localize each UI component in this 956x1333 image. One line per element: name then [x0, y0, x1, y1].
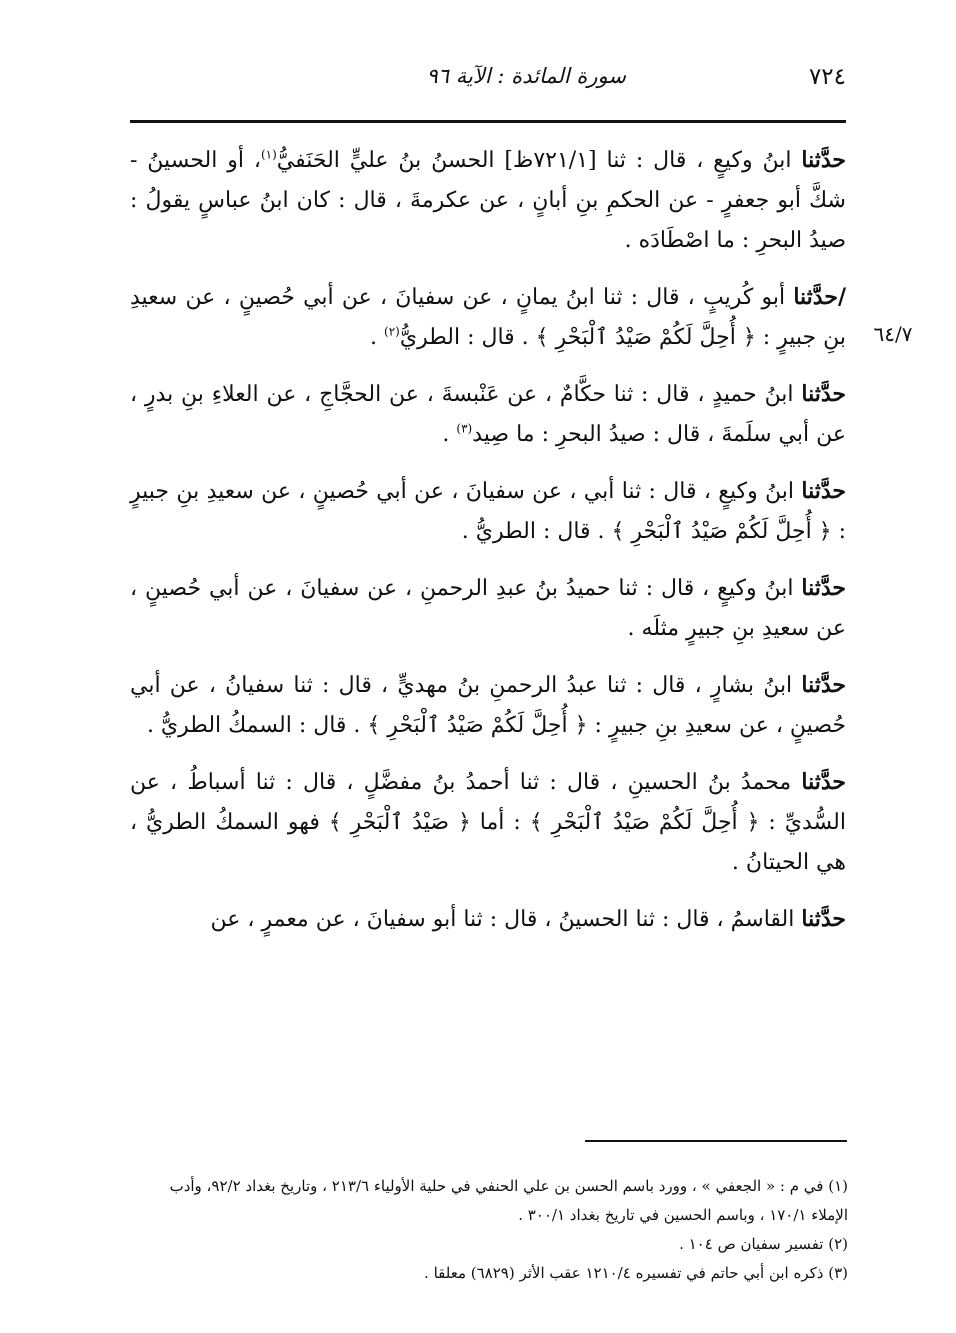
paragraph-text: ابنُ وكيعٍ ، قال : ثنا حميدُ بنُ عبدِ الرحمنِ ، عن سفيانَ ، عن أبي حُصينٍ ، عن سعيدِ بنِ جبيرٍ مثلَه .	[130, 576, 846, 641]
paragraph	[130, 665, 846, 746]
footnote-1: (١) في م : « الجعفي » ، وورد باسم الحسن بن علي الحنفي في حلية الأولياء ٢١٣/٦ ، وتاريخ بغداد ٩٢/٢، وأدب الإملاء ١٧٠/١ ، وباسم الحسين في تاريخ بغداد ٣٠٠/١ .	[169, 1177, 848, 1224]
paragraph	[130, 471, 846, 552]
paragraph-lead: حدَّثنا	[801, 769, 846, 795]
paragraph-lead: /حدَّثنا	[793, 284, 846, 310]
page-header	[130, 58, 846, 98]
paragraph-lead: حدَّثنا	[801, 478, 846, 504]
paragraph-tail: ، أو الحسينُ - شكَّ أبو جعفرٍ - عن الحكمِ بنِ أبانٍ ، عن عكرمةَ ، قال : كان ابنُ عباسٍ يقولُ : صيدُ البحرِ : ما اصْطَادَه .	[130, 148, 846, 253]
paragraph	[130, 899, 846, 940]
main-text	[130, 140, 846, 956]
footnotes	[130, 1172, 848, 1288]
paragraph-lead: حدَّثنا	[801, 147, 846, 173]
paragraph-lead: حدَّثنا	[801, 906, 846, 932]
footnote-marker: (٢)	[384, 324, 400, 339]
footnote-marker: (١)	[260, 147, 277, 162]
paragraph-tail: .	[442, 422, 457, 447]
paragraph	[130, 374, 846, 455]
paragraph-lead: حدَّثنا	[801, 672, 846, 698]
paragraph-text: محمدُ بنُ الحسينِ ، قال : ثنا أحمدُ بنُ مفضَّلٍ ، قال : ثنا أسباطُ ، عن السُّديِّ : ﴿ أُحِلَّ لَكُمْ صَيْدُ ٱلْبَحْرِ ﴾ : أما ﴿ صَيْدُ ٱلْبَحْرِ ﴾ فهو السمكُ الطريُّ ، هي الحيتانُ .	[130, 770, 846, 875]
page-number: ٧٢٤	[808, 64, 846, 90]
paragraph-text: ابنُ حميدٍ ، قال : ثنا حكَّامٌ ، عن عَنْبسةَ ، عن الحجَّاجِ ، عن العلاءِ بنِ بدرٍ ، عن أبي سلَمةَ ، قال : صيدُ البحرِ : ما صِيد	[130, 382, 846, 447]
footnote-3: (٣) ذكره ابن أبي حاتم في تفسيره ١٢١٠/٤ عقب الأثر (٦٨٢٩) معلقا .	[424, 1264, 848, 1282]
paragraph	[130, 568, 846, 649]
margin-note: ٦٤/٧	[873, 322, 913, 346]
footnote-2: (٢) تفسير سفيان ص ١٠٤ .	[679, 1235, 848, 1253]
running-title: سورة المائدة : الآية ٩٦	[426, 64, 626, 88]
header-rule	[130, 120, 846, 123]
footnote-rule	[585, 1140, 847, 1142]
paragraph-text: أبو كُريبٍ ، قال : ثنا ابنُ يمانٍ ، عن سفيانَ ، عن أبي حُصينٍ ، عن سعيدِ بنِ جبيرٍ : ﴿ أُحِلَّ لَكُمْ صَيْدُ ٱلْبَحْرِ ﴾ . قال : الطريُّ	[130, 285, 846, 350]
paragraph-text: ابنُ وكيعٍ ، قال : ثنا [٧٢١/١ظ] الحسنُ بنُ عليٍّ الحَنَفيُّ	[276, 148, 802, 173]
paragraph-lead: حدَّثنا	[801, 575, 846, 601]
paragraph-tail: .	[370, 325, 385, 350]
paragraph	[130, 277, 846, 358]
paragraph-text: ابنُ بشارٍ ، قال : ثنا عبدُ الرحمنِ بنُ مهديٍّ ، قال : ثنا سفيانُ ، عن أبي حُصينٍ ، عن سعيدِ بنِ جبيرٍ : ﴿ أُحِلَّ لَكُمْ صَيْدُ ٱلْبَحْرِ ﴾ . قال : السمكُ الطريُّ .	[130, 673, 846, 738]
paragraph-text: القاسمُ ، قال : ثنا الحسينُ ، قال : ثنا أبو سفيانَ ، عن معمرٍ ، عن	[210, 907, 802, 932]
paragraph-text: ابنُ وكيعٍ ، قال : ثنا أبي ، عن سفيانَ ، عن أبي حُصينٍ ، عن سعيدِ بنِ جبيرٍ : ﴿ أُحِلَّ لَكُمْ صَيْدُ ٱلْبَحْرِ ﴾ . قال : الطريُّ .	[130, 479, 846, 544]
paragraph	[130, 140, 846, 261]
paragraph	[130, 762, 846, 883]
footnote-marker: (٣)	[456, 421, 473, 436]
paragraph-lead: حدَّثنا	[801, 381, 846, 407]
